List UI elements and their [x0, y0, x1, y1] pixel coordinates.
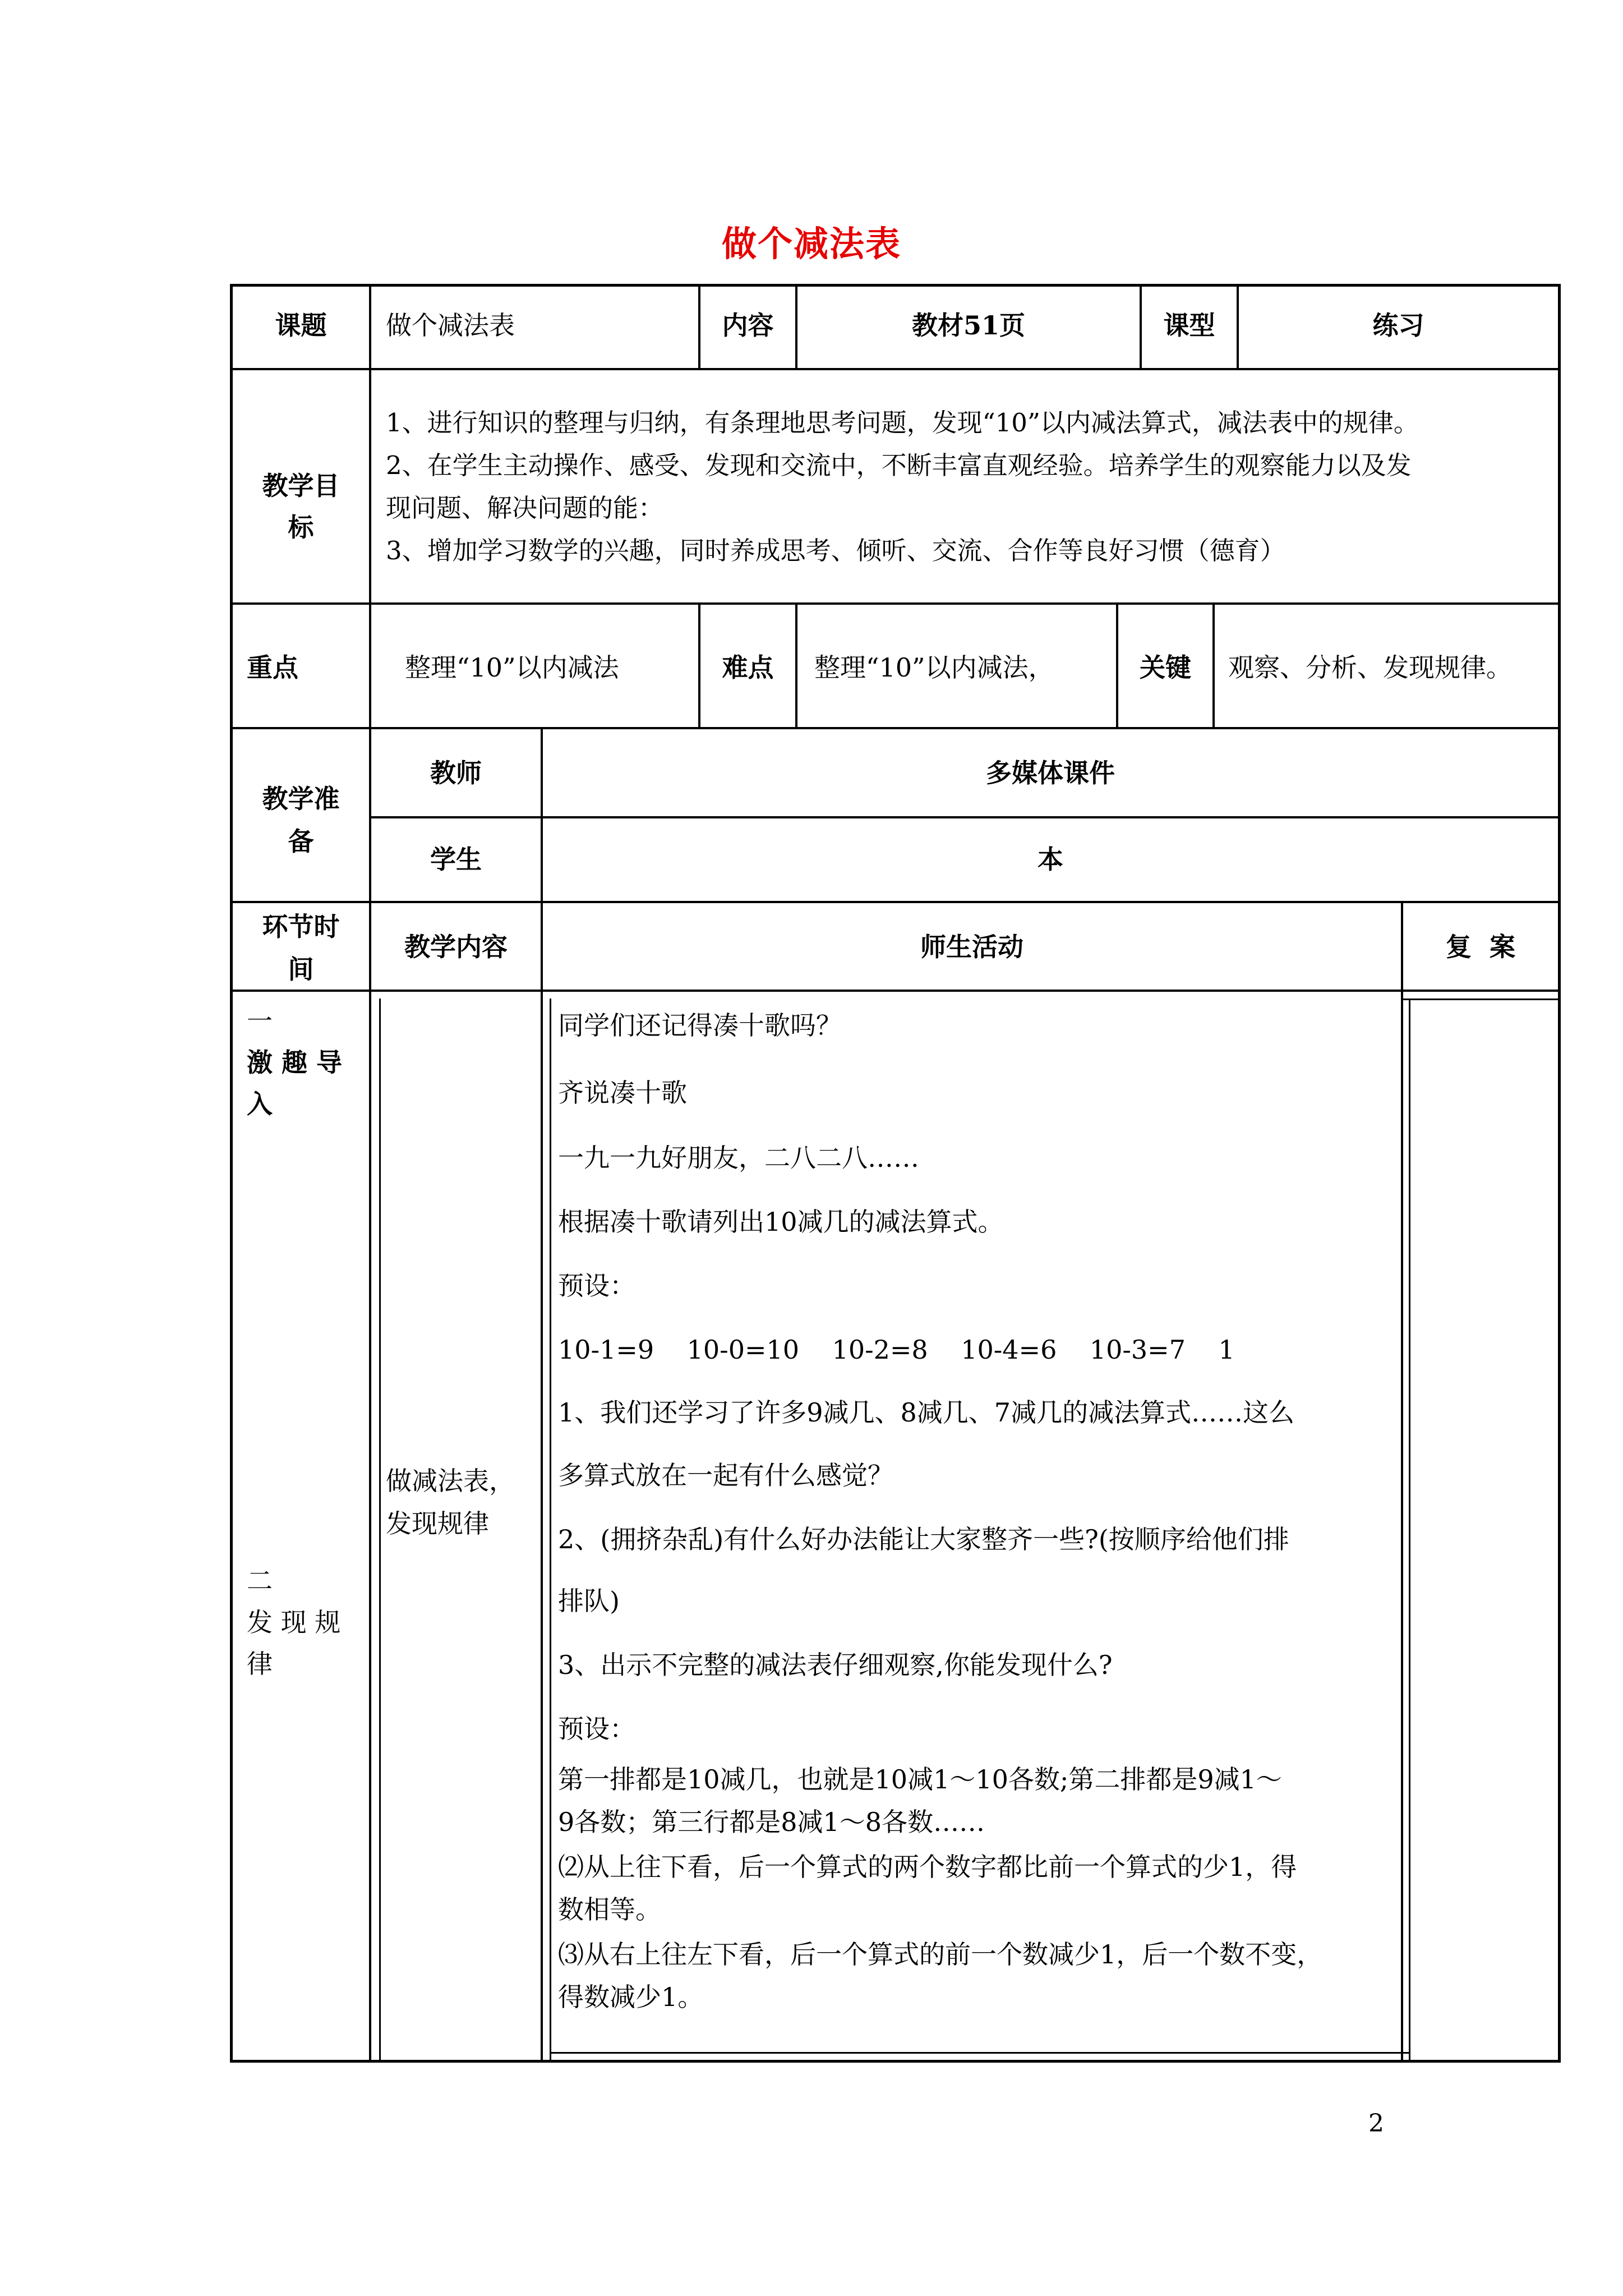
activity-header: 师生活动 — [920, 932, 1023, 962]
activity-line: 排队) — [558, 1586, 620, 1616]
table-line — [230, 2060, 1561, 2063]
table-line — [230, 901, 1561, 903]
content-label: 内容 — [722, 310, 774, 341]
table-line — [230, 727, 1561, 729]
goals-label-line1: 教学目 — [262, 471, 340, 501]
activity-line: 3、出示不完整的减法表仔细观察,你能发现什么? — [558, 1650, 1113, 1680]
stage-1-title-line2: 入 — [247, 1089, 273, 1119]
activity-line: 2、(拥挤杂乱)有什么好办法能让大家整齐一些?(按顺序给他们排 — [558, 1524, 1289, 1554]
activity-line: ⑶从右上往左下看，后一个算式的前一个数减少1，后一个数不变， — [558, 1939, 1323, 1970]
stage-header-line1: 环节时 — [262, 912, 340, 942]
activity-line: 得数减少1。 — [558, 1982, 704, 2012]
table-line — [230, 368, 1561, 370]
table-line — [550, 999, 551, 2063]
difficulty-label: 难点 — [722, 652, 774, 683]
teacher-value: 多媒体课件 — [986, 758, 1115, 788]
activity-line: 10-1=9 10-0=10 10-2=8 10-4=6 10-3=7 1 — [558, 1335, 1235, 1365]
content-line1: 做减法表， — [386, 1466, 515, 1496]
stage-1-number: 一 — [247, 1006, 273, 1036]
table-line — [369, 284, 371, 370]
table-line — [369, 901, 371, 2063]
activity-line: 预设： — [558, 1271, 635, 1301]
table-line — [369, 727, 371, 903]
goal-line: 1、进行知识的整理与归纳，有条理地思考问题，发现“10”以内减法算式，减法表中的规律。 — [386, 408, 1419, 438]
activity-line: 同学们还记得凑十歌吗？ — [558, 1010, 842, 1041]
table-line — [1558, 284, 1561, 2063]
activity-line: ⑵从上往下看，后一个算式的两个数字都比前一个算式的少1，得 — [558, 1852, 1297, 1882]
student-value: 本 — [1038, 844, 1063, 875]
content-line2: 发现规律 — [386, 1508, 489, 1539]
activity-line: 根据凑十歌请列出10减几的减法算式。 — [558, 1207, 1004, 1237]
activity-line: 多算式放在一起有什么感觉？ — [558, 1460, 893, 1490]
crux-value: 观察、分析、发现规律。 — [1228, 652, 1512, 683]
table-line — [1401, 901, 1403, 2063]
review-header: 复 案 — [1445, 932, 1516, 962]
stage-1-title-line1: 激 趣 导 — [247, 1047, 343, 1078]
table-line — [230, 602, 1561, 605]
stage-2-number: 二 — [247, 1566, 273, 1596]
page-title: 做个减法表 — [721, 223, 901, 264]
table-line — [230, 990, 1561, 992]
goal-line: 3、增加学习数学的兴趣，同时养成思考、倾听、交流、合作等良好习惯（德育） — [386, 536, 1285, 565]
activity-line: 一九一九好朋友，二八二八…… — [558, 1143, 919, 1173]
content-header: 教学内容 — [404, 932, 508, 962]
stage-2-title-line1: 发 现 规 — [247, 1607, 341, 1637]
activity-line: 9各数；第三行都是8减1～8各数…… — [558, 1807, 985, 1837]
stage-header-line2: 间 — [288, 954, 314, 984]
type-label: 课型 — [1163, 310, 1215, 341]
teacher-label: 教师 — [430, 758, 482, 788]
table-line — [369, 368, 371, 605]
prep-label-line2: 备 — [288, 826, 314, 857]
activity-line: 预设： — [558, 1714, 635, 1744]
table-line — [550, 2052, 1410, 2054]
type-value: 练习 — [1372, 310, 1424, 341]
table-line — [541, 901, 543, 2063]
topic-value: 做个减法表 — [386, 310, 515, 341]
crux-label: 关键 — [1140, 652, 1191, 683]
prep-label-line1: 教学准 — [262, 784, 340, 814]
page-number: 2 — [1368, 2109, 1384, 2138]
table-line — [369, 602, 371, 729]
activity-line: 1、我们还学习了许多9减几、8减几、7减几的减法算式……这么 — [558, 1397, 1295, 1428]
student-label: 学生 — [430, 844, 482, 875]
content-value: 教材51页 — [911, 310, 1025, 341]
table-line — [1401, 999, 1561, 1000]
table-line — [1409, 999, 1410, 2063]
goals-label-line2: 标 — [288, 512, 314, 542]
table-line — [795, 602, 797, 729]
table-line — [1212, 602, 1215, 729]
table-line — [370, 816, 1561, 818]
activity-line: 数相等。 — [558, 1894, 661, 1925]
table-line — [379, 999, 381, 2063]
activity-line: 齐说凑十歌 — [558, 1078, 687, 1108]
key-point-value: 整理“10”以内减法 — [405, 652, 619, 683]
topic-label: 课题 — [275, 310, 327, 341]
goal-line: 现问题、解决问题的能： — [386, 493, 664, 523]
activity-line: 第一排都是10减几，也就是10减1～10各数;第二排都是9减1～ — [558, 1764, 1282, 1795]
table-line — [230, 284, 1561, 287]
table-line — [541, 727, 543, 903]
goal-line: 2、在学生主动操作、感受、发现和交流中，不断丰富直观经验。培养学生的观察能力以及发 — [386, 450, 1412, 480]
table-line — [230, 284, 233, 2063]
difficulty-value: 整理“10”以内减法， — [814, 652, 1054, 683]
stage-2-title-line2: 律 — [247, 1649, 273, 1679]
key-point-label: 重点 — [247, 652, 298, 683]
